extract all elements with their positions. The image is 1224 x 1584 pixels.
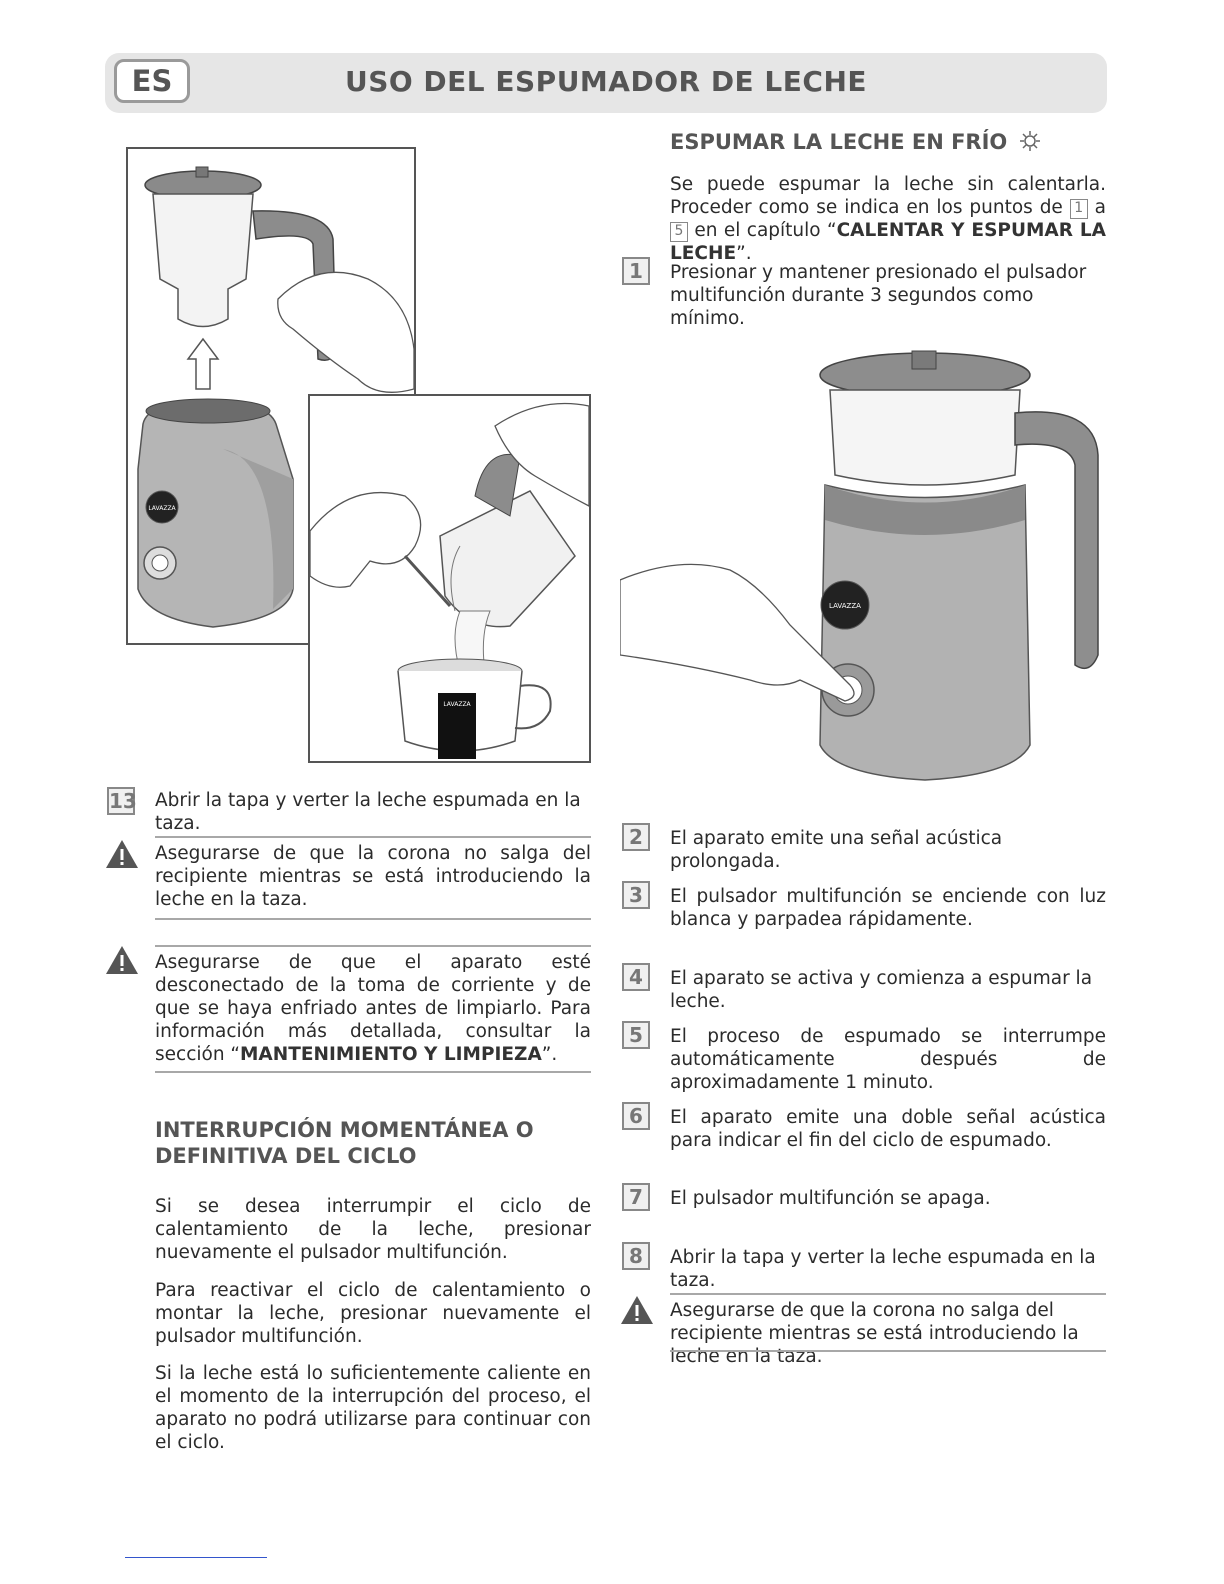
page-header [105, 53, 1107, 113]
section-title-text: ESPUMAR LA LECHE EN FRÍO [670, 130, 1008, 154]
illustration-press-button [620, 345, 1110, 785]
step-3-text: El pulsador multifunción se enciende con luz blanca y parpadea rápidamente. [670, 886, 1106, 930]
frother-press-drawing [620, 345, 1110, 785]
step-number-13: 13 [109, 789, 137, 813]
intro-text: Se puede espumar la leche sin calentarla. Proceder como se indica en los puntos de [670, 174, 1106, 218]
step-7-text: El pulsador multifunción se apaga. [670, 1188, 991, 1209]
divider [155, 918, 591, 920]
footer-rule [125, 1557, 267, 1558]
intro-text: a [1094, 197, 1107, 218]
step-number-4: 4 [622, 963, 650, 991]
step-1-text: Presionar y mantener presionado el pulsador multifunción durante 3 segundos como mínimo. [670, 262, 1087, 329]
base-logo-text: LAVAZZA [829, 602, 861, 610]
cold-froth-intro [670, 173, 1106, 265]
step-6-text: El aparato emite una doble señal acústica para indicar el fin del ciclo de espumado. [670, 1107, 1106, 1151]
step-number-1: 1 [622, 257, 650, 285]
chapter-link-heat-froth: CALENTAR Y ESPUMAR LA LECHE [670, 220, 1106, 264]
step-ref-1: 1 [1070, 199, 1088, 219]
paragraph-interrupt: Si se desea interrumpir el ciclo de calentamiento de la leche, presionar nuevamente el pulsador multifunción. [155, 1196, 591, 1263]
intro-text: ”. [736, 243, 752, 264]
divider [155, 1071, 591, 1073]
step-number-5: 5 [622, 1021, 650, 1049]
warning-text-part: Asegurarse de que el aparato esté desconectado de la toma de corriente y de que se haya enfriado antes de limpiarlo. Para información más detallada, consultar la sección “ [155, 952, 591, 1065]
page-title: USO DEL ESPUMADOR DE LECHE [344, 65, 868, 98]
divider [155, 945, 591, 947]
step-ref-5: 5 [670, 222, 688, 242]
cup-logo-text: LAVAZZA [443, 701, 471, 708]
illustration-pour-milk [308, 394, 591, 763]
step-number-6: 6 [622, 1102, 650, 1130]
cold-snowflake-icon [1019, 130, 1041, 152]
paragraph-hot-milk: Si la leche está lo suficientemente caliente en el momento de la interrupción del proceso, el aparato no podrá utilizarse para continuar con el ciclo. [155, 1363, 591, 1453]
step-number-2: 2 [622, 823, 650, 851]
section-title-line: DEFINITIVA DEL CICLO [155, 1144, 417, 1168]
step-2-text: El aparato emite una señal acústica prolongada. [670, 828, 1003, 872]
divider [670, 1293, 1106, 1295]
warning-text-disconnect [155, 951, 591, 1066]
warning-text-crown: Asegurarse de que la corona no salga del recipiente mientras se está introduciendo la leche en la taza. [155, 843, 591, 910]
warning-icon [105, 944, 139, 976]
step-number-7: 7 [622, 1183, 650, 1211]
divider [670, 1350, 1106, 1352]
step-13-text: Abrir la tapa y verter la leche espumada en la taza. [155, 790, 581, 834]
warning-icon [105, 838, 139, 870]
step-5-text: El proceso de espumado se interrumpe automáticamente después de aproximadamente 1 minuto. [670, 1026, 1106, 1093]
step-number-3: 3 [622, 881, 650, 909]
pouring-drawing [310, 396, 589, 761]
step-4-text: El aparato se activa y comienza a espumar la leche. [670, 968, 1093, 1012]
warning-link-maintenance: MANTENIMIENTO Y LIMPIEZA [240, 1044, 542, 1065]
section-title-interruption [155, 1117, 591, 1169]
warning-icon [620, 1294, 654, 1326]
step-8-text: Abrir la tapa y verter la leche espumada en la taza. [670, 1247, 1096, 1291]
step-number-8: 8 [622, 1242, 650, 1270]
divider [155, 836, 591, 838]
warning-text-crown-right: Asegurarse de que la corona no salga del recipiente mientras se está introduciendo la leche en la taza. [670, 1300, 1079, 1367]
language-badge: ES [114, 59, 190, 103]
section-title-line: INTERRUPCIÓN MOMENTÁNEA O [155, 1118, 534, 1142]
base-logo-text: LAVAZZA [148, 505, 176, 512]
warning-text-part: ”. [541, 1044, 558, 1065]
section-title-cold-froth [670, 129, 1110, 155]
intro-text: en el capítulo “ [694, 220, 837, 241]
paragraph-reactivate: Para reactivar el ciclo de calentamiento o montar la leche, presionar nuevamente el pulsador multifunción. [155, 1280, 591, 1347]
